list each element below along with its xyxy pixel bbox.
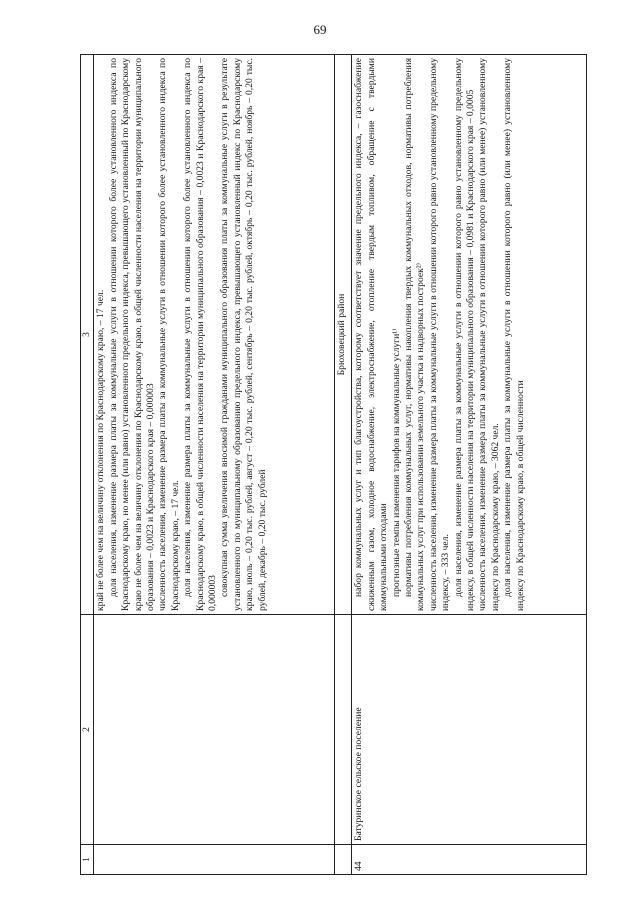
table-row-region (335, 55, 352, 875)
header-col-1: 1 (81, 845, 94, 875)
header-col-3: 3 (81, 55, 94, 615)
row-paragraph: доля населения, изменение размера платы за коммунальные услуги в отношении которого равно (или менее) установленному индексу по Краснодарскому краю, в общей численности (502, 58, 526, 611)
row-paragraph: нормативы потребления коммунальных услуг, нормативы накопления твердых коммунальных отходов, нормативы потребления коммунальных услуг при использовании земельного участка и надворных построек²⁾ (403, 58, 427, 611)
row-paragraph: численность населения, изменение размера платы за коммунальные услуги в отношении которого равно (или менее) установленному индексу по Краснодарскому краю, – 3062 чел. (477, 58, 501, 611)
row-paragraph: доля населения, изменение размера платы за коммунальные услуги в отношении которого равно установленному предельному индексу, в общей численности населения на территории муниципального образования – 0,0981 и Краснодарского края – 0,0005 (452, 58, 477, 611)
region-title: Брюховецкий район (335, 55, 352, 615)
row-paragraph: прогнозные темпы изменения тарифов на коммунальные услуги¹⁾ (390, 328, 402, 597)
document-table (80, 54, 587, 875)
region-spacer-cell (335, 845, 352, 875)
table-row-44 (352, 55, 587, 875)
continuation-number-cell (94, 845, 335, 875)
continuation-paragraph: численность населения, изменение размера платы за коммунальные услуги в отношении которого более установленного индекса по Краснодарскому краю, – 17 чел. (157, 58, 181, 611)
municipality-name: Батуринское сельское поселение (352, 615, 587, 845)
continuation-paragraph: край не более чем на величину отклонения по Краснодарскому краю, – 17 чел. (95, 289, 107, 611)
continuation-name-cell (94, 615, 335, 845)
rotated-table-container (80, 55, 580, 875)
row-paragraph: набор коммунальных услуг и тип благоустройства, которому соответствует значение предельного индекса, – газоснабжение сжиженным газом, холодное водоснабжение, электроснабжение, отопление твердым топливом, обращение с твердыми коммунальными отходами (353, 58, 390, 611)
row-number: 44 (352, 845, 587, 875)
row-text-cell (352, 55, 587, 615)
page-number: 69 (313, 22, 327, 37)
continuation-text-cell (94, 55, 335, 615)
row-paragraph: численность населения, изменение размера платы за коммунальные услуги в отношении которого равно установленному предельному индексу, – 333 чел. (427, 58, 452, 611)
continuation-paragraph: доля населения, изменение размера платы за коммунальные услуги в отношении которого более установленного индекса по Краснодарскому краю, в общей численности населения на территории муниципального образования – 0,0023 и Краснодарского края – 0,000003 (182, 58, 219, 611)
continuation-paragraph: совокупная сумма увеличения вносимой гражданами муниципального образования платы за коммунальные услуги в результате установленного по муниципальному образованию предельного индекса, превышающего установленный индекс по Краснодарскому краю, июль – 0,20 тыс. рублей, август – 0,20 тыс. рублей, сентябрь – 0,20 тыс. рублей, октябрь – 0,20 тыс. рублей, ноябрь – 0,20 тыс. рублей, декабрь – 0,20 тыс. рублей (219, 58, 268, 611)
region-spacer-cell (335, 615, 352, 845)
table-header-row (81, 55, 94, 875)
table-row-continuation (94, 55, 335, 875)
continuation-paragraph: доля населения, изменение размера платы за коммунальные услуги в отношении которого более установленного индекса по Краснодарскому краю, но менее (или равно) установленного предельного индекса, превышающего установленный по Краснодарскому краю не более чем на величину отклонения по Краснодарскому краю, в общей численности населения на территории муниципального образования – 0,0023 и Краснодарского края – 0,000003 (107, 58, 157, 611)
header-col-2: 2 (81, 615, 94, 845)
